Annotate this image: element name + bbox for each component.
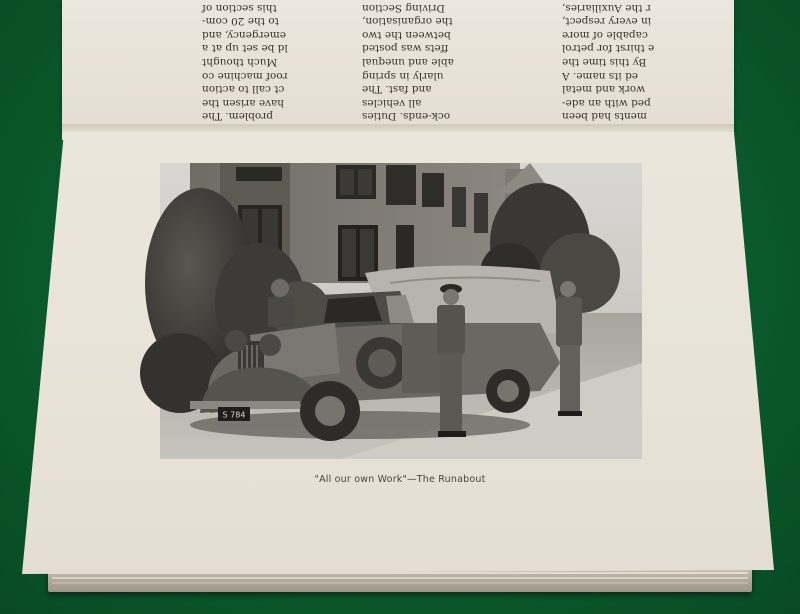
text-column-right (562, 0, 712, 132)
upside-down-text-line: and fast. The (362, 83, 432, 96)
upside-down-text-line: work and metal (562, 83, 646, 96)
upside-down-text-line: the organisation, (362, 15, 453, 28)
upside-down-text-line: roof machine co (202, 69, 288, 82)
upside-down-text-line: in every respect, (562, 15, 652, 28)
upside-down-text-line: able and unequal (362, 55, 454, 68)
upside-down-text-line: have arisen the (202, 96, 285, 109)
registration-plate: S 784 (222, 410, 246, 420)
text-column-middle (362, 0, 552, 132)
upside-down-text-line: to the 20 com- (202, 15, 279, 28)
upside-down-text-line: ped with an ade- (562, 96, 651, 109)
upside-down-text-line: ed its name. A (562, 69, 639, 82)
text-column-left (202, 0, 352, 132)
upside-down-text-line: Driving Section (362, 1, 445, 14)
upside-down-text-line: all vehicles (362, 96, 422, 109)
upper-page-text (62, 0, 734, 132)
upside-down-text-line: ularly in spring (362, 69, 444, 82)
upside-down-text-line: e thirst for petrol (562, 42, 655, 55)
upside-down-text-line: ffets was posted (362, 42, 449, 55)
upside-down-text-line: between the two (362, 28, 451, 41)
photograph (160, 163, 642, 459)
upside-down-text-line: r the Auxiliaries, (562, 1, 651, 14)
upside-down-text-line: Much thought (202, 55, 278, 68)
upside-down-text-line: ock-ends. Duties (362, 110, 451, 123)
upside-down-text-line: ct call to action (202, 83, 285, 96)
photo-caption: "All our own Work"—The Runabout (314, 474, 486, 485)
upside-down-text-line: this section of (202, 1, 277, 14)
soldier-standing-center (437, 284, 466, 437)
upside-down-text-line: By this time the (562, 55, 647, 68)
upside-down-text-line: problem. The (202, 110, 273, 123)
upside-down-text-line: capable of more (562, 28, 648, 41)
upside-down-text-line: ments had been (562, 110, 647, 123)
upper-page (62, 0, 734, 132)
upside-down-text-line: ld be set up at a (202, 42, 288, 55)
photo-illustration (160, 163, 642, 459)
upside-down-text-line: emergency, and (202, 28, 286, 41)
